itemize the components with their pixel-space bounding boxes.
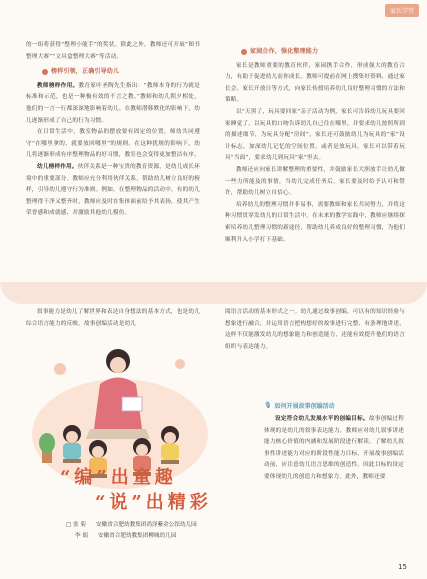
author-row bbox=[66, 531, 197, 542]
page-number: 15 bbox=[398, 563, 407, 571]
heading-text: 家园合作，强化整理能力 bbox=[250, 48, 319, 55]
paragraph: 以“天黑了，玩具要回家”亲子活动为例，家长可告诉幼儿玩具要回家睡觉了，以玩具的口吻告诉幼儿自己住在哪里，并要求幼儿按照所到的描述细节，为玩具分配“房间”。家长还可鼓励幼儿为玩具的“家”设计标志，加深幼儿记忆的空间位置，或者是放玩具，家长可以带着玩具“当面”，要求幼儿到玩具“家”里去。 bbox=[225, 108, 405, 162]
author-org: 安徽省合肥幼教集团柳城幼儿园 bbox=[97, 533, 177, 539]
paragraph bbox=[26, 162, 200, 220]
paragraph bbox=[264, 414, 404, 484]
divider-band bbox=[0, 282, 427, 304]
article-title-line1: “编”出童趣 bbox=[60, 467, 177, 488]
left-column bbox=[26, 40, 200, 220]
subsection-heading bbox=[264, 401, 335, 410]
lead: 幼儿榜样作用。 bbox=[37, 163, 78, 170]
lead: 设定符合幼儿发展水平的创编目标。 bbox=[275, 416, 369, 422]
child-4-icon bbox=[161, 426, 179, 464]
paragraph: 家长是教师重要的教育伙伴，家园携手合作，形成强大的教育合力，有助于促进幼儿而你成长。教师可提前在网上搜集好资料，通过家长会、家长开放日等方式，向家长传授培养幼儿良好整理习惯的方法和策略。 bbox=[225, 62, 405, 104]
paragraph: 叙事能力是幼儿了解世界和表达自身想法的基本方式，也是幼儿综合语言能力的反映。故事创编活动是幼儿 bbox=[26, 309, 200, 327]
subsection-heading-text: 如何开展故事创编活动 bbox=[274, 403, 335, 410]
author-row bbox=[66, 520, 197, 531]
author-list bbox=[66, 520, 197, 542]
author-name: □ 张 菊 bbox=[66, 522, 87, 528]
bullet-icon bbox=[241, 49, 247, 55]
section-tag: 家长学堂 bbox=[385, 4, 419, 17]
author-org: 安徽省合肥幼教集团尚泽紫金公馆幼儿园 bbox=[96, 522, 197, 528]
text: 故事创编过程体现的是幼儿的叙事表达能力，教师应对幼儿叙事讲述能力核心价值的内涵和发展阶段进行解读，了解幼儿叙事性讲述能力对应的阶段性能力目标，开展故事创编活动前，应注意幼儿语言思维的创造性。因此目标的设定要体现幼儿的创造力和想象力。此外，教师还要 bbox=[264, 416, 405, 480]
paragraph: 培养幼儿的整理习惯并非易事，需要教师和家长共同努力，并将这种习惯贯穿发幼儿的日常生活中。在未来的教学实践中，教师应继续探索培养幼儿整理习惯的新途径，帮助幼儿养成良好的整理习惯，为他们顺利升入小学打下基础。 bbox=[225, 201, 405, 243]
right-column bbox=[225, 40, 405, 246]
lead: 教师榜样作用。 bbox=[37, 82, 79, 89]
paragraph: 的一组将获得“整理小能手”的奖状。除此之外，教师还可开展“图书整理大赛”“文具盒整理大赛”等活动。 bbox=[26, 42, 200, 60]
paragraph bbox=[26, 81, 200, 127]
section-heading bbox=[225, 46, 405, 58]
subsection-text bbox=[264, 414, 404, 484]
paragraph: 教师还应向家长讲解整理的重要性，并鼓励家长大胆放手让幼儿做一些力所能及的事情，当幼儿完成任务后，家长要及时给予认可和赞许，帮助幼儿树立自信心。 bbox=[225, 166, 405, 197]
lower-left-text bbox=[26, 307, 200, 330]
author-name: 李 娟 bbox=[75, 533, 88, 539]
paragraph: 在日常生活中，教室物品的摆放要有固定的位置，师幼共同遵守“在哪里拿的，就要放回哪里”的规则。在这种犹规的影响下，幼儿将逐渐形成有序整理物品的好习惯，教室也会变得更加整洁有序。 bbox=[26, 129, 200, 159]
section-heading bbox=[26, 66, 200, 78]
paragraph: 阅语言活动的基本形式之一。幼儿通过故事创编，可以有的知识经验与想象进行融合，并运用语言把构想好的故事进行完整、有条理地讲述，这样不仅能激发幼儿的想象能力和创造能力，还能有效提升他们的语言组织与表达能力。 bbox=[225, 309, 405, 350]
lower-right-text bbox=[225, 307, 405, 353]
text: 教育家叶圣陶先生指出：“教师本身的行为就是标准和示范，也是一种极有效的不言之教。”教师和幼儿朝夕相处，他们的一言一行都深深地影响着幼儿。在教师潜移默化的影响下，幼儿逐渐形成了自己的行为习惯。 bbox=[26, 82, 200, 124]
heading-text: 榜样引领，正确引导幼儿 bbox=[51, 68, 120, 76]
text: 伙伴关系是一种宝贵的教育资源，是幼儿成长环境中的重要部分。教师应充分利用伙伴关系，帮助幼儿树立良好的榜样，引导幼儿遵守行为准则。例如，在整理物品的活动中，有的幼儿整理得干净又整齐时，教师应及时在集体面前给予其表扬，使其产生荣誉感和成就感，并激励其他幼儿模仿。 bbox=[26, 163, 201, 217]
bullet-icon bbox=[42, 69, 48, 75]
child-1-icon bbox=[63, 425, 81, 463]
article-title-line2: “说”出精彩 bbox=[95, 492, 212, 513]
mic-icon: 🎙 bbox=[264, 402, 272, 409]
